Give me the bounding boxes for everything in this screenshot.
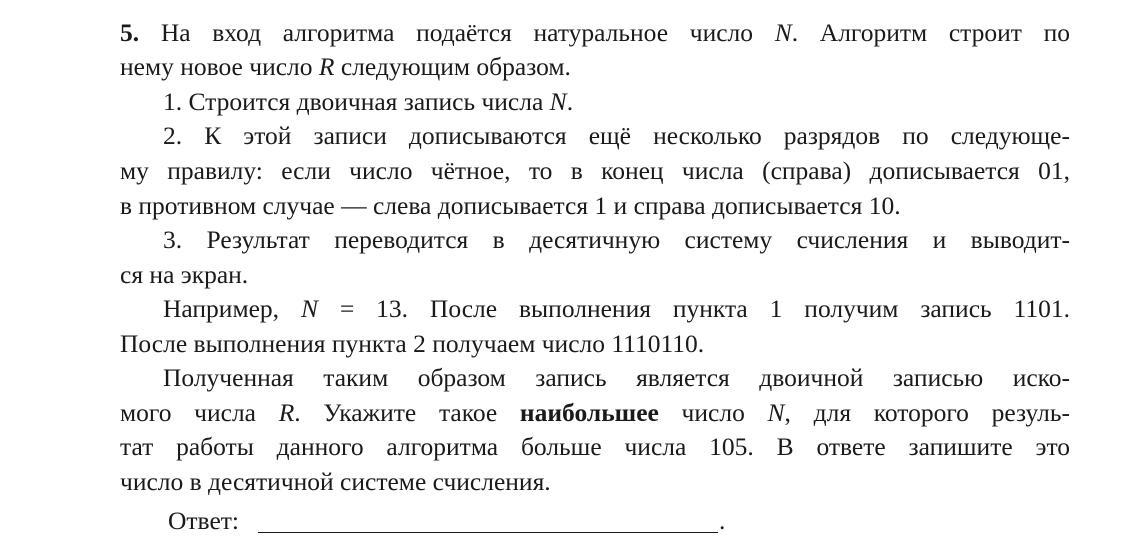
emphasis-text: наибольшее xyxy=(519,398,659,427)
math-variable: N xyxy=(767,398,785,427)
math-variable: N xyxy=(774,18,792,47)
answer-end-dot: . xyxy=(719,506,726,535)
question-line-1 xyxy=(163,361,1070,396)
step-2-line-2 xyxy=(120,154,1070,189)
task-text: Полученная таким образом запись является двоичной записью иско- xyxy=(163,363,1070,392)
question-line-4 xyxy=(120,465,1070,500)
math-variable: N xyxy=(549,87,567,116)
task-text: мого числа xyxy=(120,398,279,427)
step-3-line-1 xyxy=(163,223,1070,258)
task-text: = 13. После выполнения пункта 1 получим запись 1101. xyxy=(317,294,1070,323)
task-text: му правилу: если число чётное, то в конец числа (справа) дописывается 01, xyxy=(120,156,1070,185)
task-text: ся на экран. xyxy=(120,260,249,289)
question-line-2 xyxy=(120,396,1070,431)
task-text: в противном случае — слева дописывается 1 и справа дописывается 10. xyxy=(120,191,901,220)
answer-label: Ответ: xyxy=(168,506,239,535)
math-variable: N xyxy=(300,294,318,323)
math-variable: R xyxy=(278,398,295,427)
example-line-1 xyxy=(163,292,1070,327)
task-text: нему новое число xyxy=(120,52,319,81)
task-text: . Алгоритм строит по xyxy=(791,18,1070,47)
step-1-line xyxy=(163,85,1070,120)
task-text: , для которого резуль- xyxy=(784,398,1071,427)
example-line-2 xyxy=(120,327,1070,362)
task-text: . Укажите такое xyxy=(294,398,520,427)
task-text: После выполнения пункта 2 получаем число 1110110. xyxy=(120,329,705,358)
task-text: . xyxy=(566,87,574,116)
task-number: 5. xyxy=(120,18,140,47)
task-text: Например, xyxy=(163,294,301,323)
step-2-line-3 xyxy=(120,189,1070,224)
task-text: число в десятичной системе счисления. xyxy=(120,467,551,496)
math-variable: R xyxy=(318,52,335,81)
answer-field[interactable] xyxy=(258,532,718,533)
step-3-line-2 xyxy=(120,258,1070,293)
task-text: 1. Строится двоичная запись числа xyxy=(163,87,550,116)
task-text: На вход алгоритма подаётся натуральное число xyxy=(160,18,775,47)
question-line-3 xyxy=(120,430,1070,465)
task-text: следующим образом. xyxy=(334,52,571,81)
step-2-line-1 xyxy=(163,119,1070,154)
task-text: 2. К этой записи дописываются ещё несколько разрядов по следующе- xyxy=(163,121,1070,150)
task-text: тат работы данного алгоритма больше числа 105. В ответе запишите это xyxy=(120,432,1070,461)
task-text: 3. Результат переводится в десятичную систему счисления и выводит- xyxy=(163,225,1070,254)
task-line-2 xyxy=(120,50,1070,85)
task-line-1 xyxy=(120,16,1070,51)
task-text: число xyxy=(658,398,768,427)
